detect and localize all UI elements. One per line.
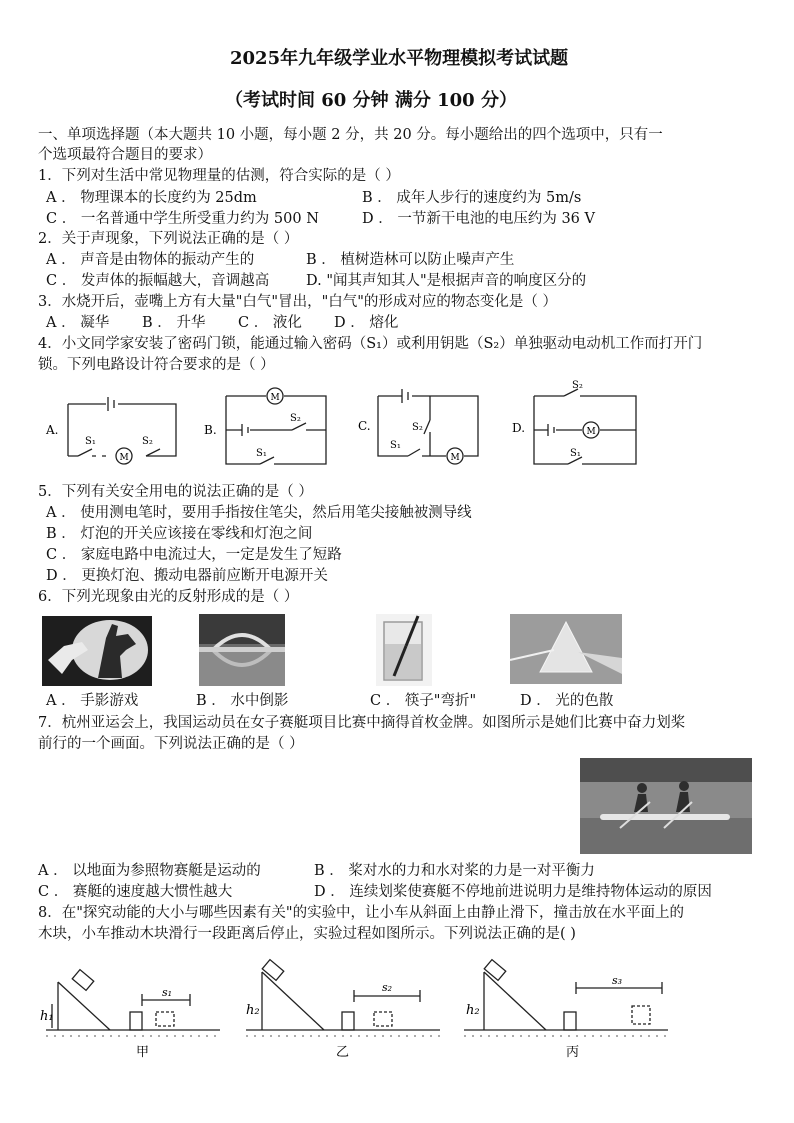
q6-option-d: D ． 光的色散 bbox=[520, 693, 614, 709]
q7-option-a: A ． 以地面为参照物赛艇是运动的 bbox=[38, 863, 261, 879]
q2-option-b: B ． 植树造林可以防止噪声产生 bbox=[306, 252, 515, 268]
shadow-puppet-image bbox=[42, 616, 152, 686]
circuit-c-motor: M bbox=[450, 453, 460, 463]
yi-h2-label: h₂ bbox=[246, 1003, 260, 1018]
jia-label: 甲 bbox=[136, 1045, 150, 1060]
q1-option-a: A ． 物理课本的长度约为 25dm bbox=[46, 190, 257, 206]
water-reflection-image bbox=[199, 614, 285, 686]
question-3-stem: 3．水烧开后，壶嘴上方有大量"白气"冒出，"白气"的形成对应的物态变化是（ ） bbox=[38, 294, 558, 310]
bing-s3-label: s₃ bbox=[612, 974, 623, 987]
circuit-d-s2: S₂ bbox=[572, 380, 583, 391]
q1-option-c: C ． 一名普通中学生所受重力约为 500 N bbox=[46, 211, 319, 227]
q2-option-d: D. "闻其声知其人"是根据声音的响度区分的 bbox=[306, 273, 587, 289]
q2-option-a: A ． 声音是由物体的振动产生的 bbox=[46, 252, 255, 268]
question-7-stem: 7．杭州亚运会上，我国运动员在女子赛艇项目比赛中摘得首枚金牌。如图所示是她们比赛中奋力划桨 bbox=[38, 715, 686, 731]
q7-option-b: B ． 桨对水的力和水对桨的力是一对平衡力 bbox=[314, 863, 595, 879]
circuit-c-s2: S₂ bbox=[412, 422, 423, 433]
question-4-stem: 4．小文同学家安装了密码门锁，能通过输入密码（S₁）或利用钥匙（S₂）单独驱动电动机工作而打开门 bbox=[38, 336, 703, 352]
circuit-a-s1: S₁ bbox=[85, 436, 96, 447]
circuit-a-s2: S₂ bbox=[142, 436, 153, 447]
jia-s1-label: s₁ bbox=[162, 986, 173, 999]
circuit-b-motor: M bbox=[270, 393, 280, 403]
experiment-bing-diagram bbox=[462, 958, 672, 1058]
circuit-c-s1: S₁ bbox=[390, 440, 401, 451]
q1-option-d: D ． 一节新干电池的电压约为 36 V bbox=[362, 211, 595, 227]
section-heading-cont: 个选项最符合题目的要求） bbox=[38, 147, 212, 163]
question-6-stem: 6．下列光现象由光的反射形成的是（ ） bbox=[38, 589, 299, 605]
q3-option-b: B ． 升华 bbox=[142, 315, 206, 331]
circuit-a-motor: M bbox=[119, 453, 129, 463]
q5-option-a: A ． 使用测电笔时，要用手指按住笔尖，然后用笔尖接触被测导线 bbox=[46, 505, 472, 521]
page-title: 2025年九年级学业水平物理模拟考试试题 bbox=[230, 48, 569, 69]
circuit-b-diagram bbox=[200, 384, 340, 474]
q1-option-b: B ． 成年人步行的速度约为 5m/s bbox=[362, 190, 582, 206]
q3-option-d: D ． 熔化 bbox=[334, 315, 399, 331]
q6-option-c: C ． 筷子"弯折" bbox=[370, 693, 477, 709]
question-4-stem-cont: 锁。下列电路设计符合要求的是（ ） bbox=[38, 357, 275, 373]
question-2-stem: 2．关于声现象，下列说法正确的是（ ） bbox=[38, 231, 299, 247]
q3-option-a: A ． 凝华 bbox=[46, 315, 110, 331]
circuit-c-diagram bbox=[356, 384, 496, 474]
yi-s2-label: s₂ bbox=[382, 981, 393, 994]
rowing-boat-image bbox=[580, 758, 752, 854]
circuit-d-diagram bbox=[508, 380, 648, 472]
circuit-b-s2: S₂ bbox=[290, 413, 301, 424]
circuit-d-s1: S₁ bbox=[570, 448, 581, 459]
bing-h2-label: h₂ bbox=[466, 1003, 480, 1018]
section-heading: 一、单项选择题（本大题共 10 小题，每小题 2 分，共 20 分。每小题给出的四个选项中，只有一 bbox=[38, 127, 663, 143]
q5-option-d: D ． 更换灯泡、搬动电器前应断开电源开关 bbox=[46, 568, 328, 584]
q6-option-b: B ． 水中倒影 bbox=[196, 693, 289, 709]
q2-option-c: C ． 发声体的振幅越大，音调越高 bbox=[46, 273, 270, 289]
experiment-jia-diagram bbox=[40, 958, 224, 1060]
q7-option-d: D ． 连续划桨使赛艇不停地前进说明力是维持物体运动的原因 bbox=[314, 884, 712, 900]
q3-option-c: C ． 液化 bbox=[238, 315, 302, 331]
exam-info: （考试时间 60 分钟 满分 100 分） bbox=[225, 90, 517, 111]
jia-h1-label: h₁ bbox=[40, 1009, 54, 1024]
yi-label: 乙 bbox=[336, 1045, 350, 1060]
q5-option-b: B ． 灯泡的开关应该接在零线和灯泡之间 bbox=[46, 526, 313, 542]
chopsticks-in-water-image bbox=[376, 614, 432, 686]
prism-dispersion-image bbox=[510, 614, 622, 684]
question-5-stem: 5．下列有关安全用电的说法正确的是（ ） bbox=[38, 484, 313, 500]
circuit-b-s1: S₁ bbox=[256, 448, 267, 459]
question-8-stem-cont: 木块，小车推动木块滑行一段距离后停止，实验过程如图所示。下列说法正确的是( ) bbox=[38, 926, 576, 942]
question-7-stem-cont: 前行的一个画面。下列说法正确的是（ ） bbox=[38, 736, 304, 752]
circuit-b-label: B. bbox=[204, 423, 217, 437]
circuit-d-motor: M bbox=[586, 427, 596, 437]
circuit-d-label: D. bbox=[512, 421, 526, 435]
circuit-a-label: A. bbox=[46, 423, 59, 437]
q6-option-a: A ． 手影游戏 bbox=[46, 693, 139, 709]
circuit-c-label: C. bbox=[358, 419, 371, 433]
experiment-yi-diagram bbox=[244, 958, 444, 1058]
question-1-stem: 1．下列对生活中常见物理量的估测，符合实际的是（ ） bbox=[38, 168, 400, 184]
q7-option-c: C ． 赛艇的速度越大惯性越大 bbox=[38, 884, 233, 900]
question-8-stem: 8．在"探究动能的大小与哪些因素有关"的实验中，让小车从斜面上由静止滑下，撞击放在水平面上的 bbox=[38, 905, 685, 921]
circuit-a-diagram bbox=[40, 392, 190, 472]
q5-option-c: C ． 家庭电路中电流过大，一定是发生了短路 bbox=[46, 547, 342, 563]
bing-label: 丙 bbox=[566, 1045, 580, 1060]
